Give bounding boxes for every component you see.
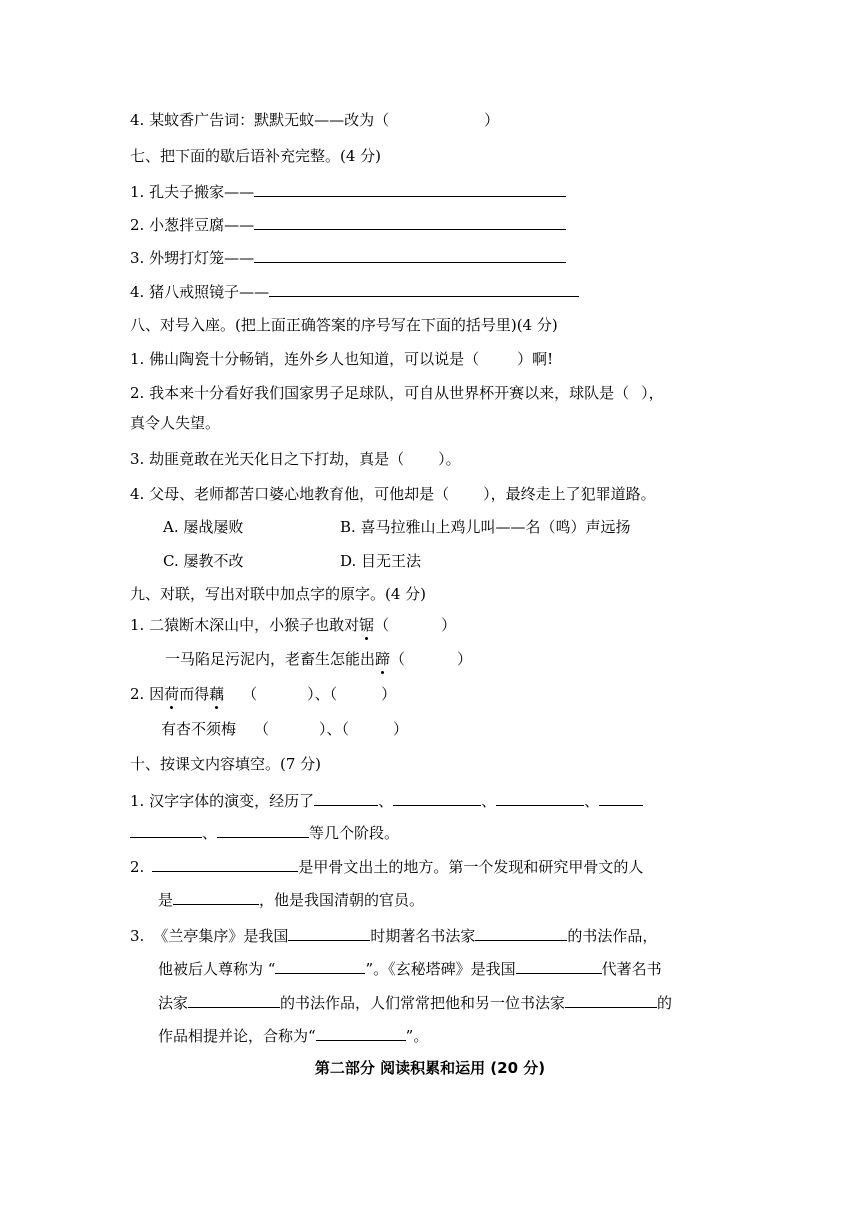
dotted-character: 蹄 [375, 650, 391, 668]
close-paren: ） [457, 650, 473, 668]
separator-paren: ）、（ [307, 685, 338, 703]
answer-blank[interactable] [314, 790, 378, 806]
answer-blank[interactable] [130, 822, 202, 838]
option-b: B. 喜马拉雅山上鸡儿叫——名（鸣）声远扬 [340, 518, 631, 536]
answer-blank[interactable] [275, 958, 365, 974]
answer-blank[interactable] [316, 1025, 406, 1041]
question-6-4 [130, 110, 499, 130]
question-text: 1. 佛山陶瓷十分畅销，连外乡人也知道，可以说是（ [130, 350, 480, 368]
option-a: A. 屡战屡败 [163, 518, 244, 536]
section-10-question-3-line-4 [158, 1025, 428, 1046]
section-10-question-3-line-3 [158, 992, 672, 1013]
couplet-text: 一马陷足污泥内，老畜生怎能出 [165, 650, 376, 668]
answer-blank[interactable] [217, 822, 309, 838]
answer-blank[interactable] [393, 790, 481, 806]
question-text: 代著名书 [601, 960, 662, 978]
section-9-couplet-1b [165, 649, 472, 669]
answer-blank[interactable] [288, 925, 370, 941]
section-8-question-1 [130, 349, 553, 369]
answer-blank[interactable] [475, 925, 567, 941]
question-text-end: ，他是我国清朝的官员。 [259, 891, 425, 909]
section-10-question-2-cont [158, 889, 424, 910]
answer-blank[interactable] [516, 958, 602, 974]
question-text: 《兰亭集序》是我国 [153, 927, 289, 945]
question-number: 3. [130, 927, 145, 945]
item-text: 3. 外甥打灯笼—— [130, 249, 255, 267]
section-10-question-1-cont [130, 822, 399, 843]
option-c: C. 屡教不改 [163, 552, 244, 570]
question-text-end: ”。 [405, 1027, 429, 1045]
question-text: 4. 父母、老师都苦口婆心地教育他，可他却是（ [130, 485, 450, 503]
section-9-couplet-2a [130, 684, 396, 704]
separator: 、 [584, 792, 600, 810]
section-8-question-2-cont: 真令人失望。 [130, 414, 221, 432]
question-text: 4. 某蚊香广告词：默默无蚊——改为（ [130, 111, 390, 129]
item-text: 4. 猪八戒照镜子—— [130, 283, 270, 301]
closing-paren: ） [484, 111, 500, 129]
question-text: 3. 劫匪竟敢在光天化日之下打劫，真是（ [130, 450, 405, 468]
question-text: 的 [657, 994, 673, 1012]
section-7-heading: 七、把下面的歇后语补充完整。(4 分) [130, 147, 382, 165]
separator: 、 [202, 824, 218, 842]
couplet-text: 1. 二猿断木深山中，小猴子也敢对 [130, 616, 360, 634]
question-text-end: ）。 [438, 450, 461, 468]
answer-blank[interactable] [565, 992, 657, 1008]
separator: 、 [481, 792, 497, 810]
section-10-question-3 [130, 925, 657, 946]
part-2-title: 第二部分 阅读积累和运用 (20 分) [314, 1059, 546, 1077]
answer-blank[interactable] [188, 992, 280, 1008]
question-text: 是甲骨文出土的地方。第一个发现和研究甲骨文的人 [298, 858, 644, 876]
question-text-end: 等几个阶段。 [309, 824, 400, 842]
question-text: ”。《玄秘塔碑》是我国 [365, 960, 516, 978]
separator-paren: ）、（ [319, 720, 350, 738]
section-10-question-3-line-2 [158, 958, 662, 979]
section-9-couplet-1a [130, 615, 456, 635]
section-8-question-3 [130, 449, 461, 469]
question-text: 的书法作品， [567, 927, 658, 945]
close-paren: ） [393, 720, 409, 738]
section-10-question-2 [130, 856, 643, 877]
open-paren: （ [374, 616, 390, 634]
section-10-question-1 [130, 790, 643, 811]
section-10-heading: 十、按课文内容填空。(7 分) [130, 755, 322, 773]
section-9-heading: 九、对联，写出对联中加点字的原字。(4 分) [130, 585, 427, 603]
open-paren: （ [254, 720, 270, 738]
open-paren: （ [242, 685, 258, 703]
question-text: 法家 [158, 994, 189, 1012]
answer-blank[interactable] [254, 181, 566, 197]
section-7-item-1 [130, 181, 566, 202]
question-text: 时期著名书法家 [370, 927, 476, 945]
close-paren: ） [441, 616, 457, 634]
item-text: 1. 孔夫子搬家—— [130, 183, 255, 201]
section-7-item-2 [130, 214, 566, 235]
question-text: 1. 汉字字体的演变，经历了 [130, 792, 315, 810]
section-8-heading: 八、对号入座。(把上面正确答案的序号写在下面的括号里)(4 分) [130, 316, 558, 334]
section-7-item-3 [130, 247, 566, 268]
question-text-end: ）啊! [517, 350, 554, 368]
question-text: 他被后人尊称为 “ [158, 960, 276, 978]
section-8-question-2 [130, 383, 664, 403]
answer-blank[interactable] [269, 281, 579, 297]
question-text-end: ），最终走上了犯罪道路。 [483, 485, 656, 503]
question-text: 2. 我本来十分看好我们国家男子足球队，可自从世界杯开赛以来，球队是（ [130, 384, 630, 402]
couplet-text: 2. 因 [130, 685, 165, 703]
section-8-question-4 [130, 484, 656, 504]
dotted-character: 藕 [209, 685, 225, 703]
separator: 、 [378, 792, 394, 810]
section-7-item-4 [130, 281, 579, 302]
close-paren: ） [381, 685, 397, 703]
dotted-character: 锯 [359, 616, 375, 634]
option-d: D. 目无王法 [340, 552, 422, 570]
question-text-end: ）， [641, 384, 664, 402]
couplet-text: 有杏不须梅 [161, 720, 237, 738]
question-text: 作品相提并论，合称为“ [158, 1027, 316, 1045]
dotted-character: 荷 [164, 685, 180, 703]
answer-blank[interactable] [254, 247, 566, 263]
answer-blank[interactable] [496, 790, 584, 806]
answer-blank[interactable] [599, 790, 643, 806]
question-number: 2. [130, 858, 145, 876]
question-text: 是 [158, 891, 174, 909]
item-text: 2. 小葱拌豆腐—— [130, 216, 255, 234]
open-paren: （ [390, 650, 406, 668]
question-text: 的书法作品，人们常常把他和另一位书法家 [280, 994, 566, 1012]
answer-blank[interactable] [254, 214, 566, 230]
answer-blank[interactable] [173, 889, 259, 905]
answer-blank[interactable] [152, 856, 298, 872]
section-9-couplet-2b [161, 719, 408, 739]
couplet-text: 而得 [179, 685, 210, 703]
